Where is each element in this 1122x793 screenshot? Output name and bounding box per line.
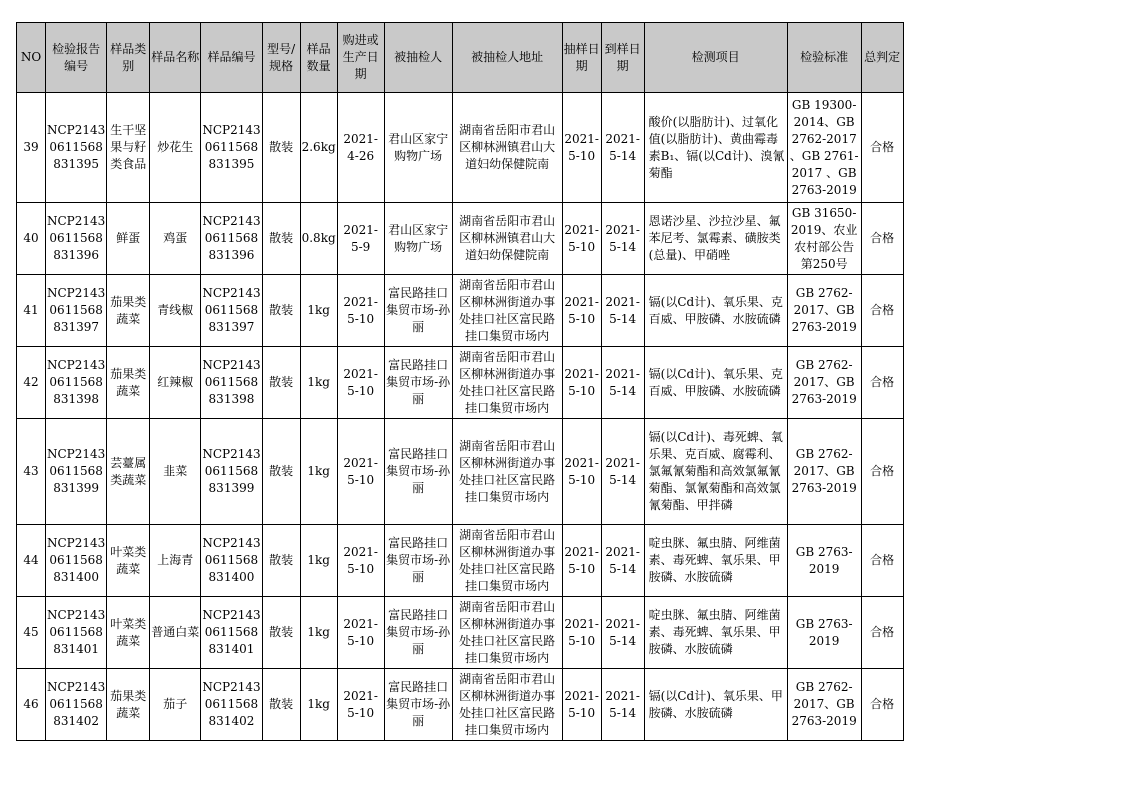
sample-category-cell: 芸薹属类蔬菜 (107, 419, 150, 525)
arrival-date-cell: 2021-5-14 (601, 597, 644, 669)
verdict-cell: 合格 (861, 275, 903, 347)
sample-name-cell: 红辣椒 (150, 347, 201, 419)
arrival-date-cell: 2021-5-14 (601, 347, 644, 419)
header-quantity: 样品数量 (300, 23, 337, 93)
row-no-cell: 44 (17, 525, 46, 597)
sample-name-cell: 茄子 (150, 669, 201, 741)
test-items-cell: 啶虫脒、氟虫腈、阿维菌素、毒死蜱、氧乐果、甲胺磷、水胺硫磷 (644, 597, 787, 669)
arrival-date-cell: 2021-5-14 (601, 669, 644, 741)
header-test-items: 检测项目 (644, 23, 787, 93)
sample-name-cell: 上海青 (150, 525, 201, 597)
sample-name-cell: 韭菜 (150, 419, 201, 525)
spec-cell: 散装 (262, 93, 300, 203)
header-verdict: 总判定 (861, 23, 903, 93)
sampled-address-cell: 湖南省岳阳市君山区柳林洲街道办事处挂口社区富民路挂口集贸市场内 (452, 347, 562, 419)
header-sample-category: 样品类别 (107, 23, 150, 93)
quantity-cell: 1kg (300, 597, 337, 669)
sampled-address-cell: 湖南省岳阳市君山区柳林洲镇君山大道妇幼保健院南 (452, 203, 562, 275)
quantity-cell: 1kg (300, 669, 337, 741)
table-row (17, 275, 904, 347)
sampled-address-cell: 湖南省岳阳市君山区柳林洲镇君山大道妇幼保健院南 (452, 93, 562, 203)
sampled-party-cell: 君山区家宁购物广场 (384, 203, 452, 275)
header-sampling-date: 抽样日期 (562, 23, 601, 93)
sample-name-cell: 普通白菜 (150, 597, 201, 669)
verdict-cell: 合格 (861, 419, 903, 525)
sample-name-cell: 炒花生 (150, 93, 201, 203)
production-date-cell: 2021-5-10 (337, 597, 384, 669)
sampled-party-cell: 富民路挂口集贸市场-孙丽 (384, 275, 452, 347)
sampled-address-cell: 湖南省岳阳市君山区柳林洲街道办事处挂口社区富民路挂口集贸市场内 (452, 597, 562, 669)
header-production-date: 购进或生产日期 (337, 23, 384, 93)
production-date-cell: 2021-5-10 (337, 525, 384, 597)
header-sample-name: 样品名称 (150, 23, 201, 93)
sampled-party-cell: 富民路挂口集贸市场-孙丽 (384, 419, 452, 525)
sample-category-cell: 茄果类蔬菜 (107, 669, 150, 741)
verdict-cell: 合格 (861, 93, 903, 203)
sample-number-cell: NCP2143 0611568 831402 (201, 669, 262, 741)
report-number-cell: NCP2143 0611568 831395 (46, 93, 107, 203)
arrival-date-cell: 2021-5-14 (601, 203, 644, 275)
table-row (17, 597, 904, 669)
sampling-date-cell: 2021-5-10 (562, 93, 601, 203)
standard-cell: GB 2762-2017、GB 2763-2019 (787, 275, 861, 347)
row-no-cell: 41 (17, 275, 46, 347)
sampling-date-cell: 2021-5-10 (562, 597, 601, 669)
sampling-date-cell: 2021-5-10 (562, 419, 601, 525)
quantity-cell: 1kg (300, 275, 337, 347)
production-date-cell: 2021-5-10 (337, 275, 384, 347)
production-date-cell: 2021-5-9 (337, 203, 384, 275)
report-number-cell: NCP2143 0611568 831402 (46, 669, 107, 741)
test-items-cell: 镉(以Cd计)、氧乐果、克百威、甲胺磷、水胺硫磷 (644, 347, 787, 419)
sample-number-cell: NCP2143 0611568 831397 (201, 275, 262, 347)
test-items-cell: 镉(以Cd计)、氧乐果、甲胺磷、水胺硫磷 (644, 669, 787, 741)
quantity-cell: 1kg (300, 525, 337, 597)
sample-number-cell: NCP2143 0611568 831401 (201, 597, 262, 669)
spec-cell: 散装 (262, 597, 300, 669)
header-sampled-address: 被抽检人地址 (452, 23, 562, 93)
spec-cell: 散装 (262, 419, 300, 525)
test-items-cell: 恩诺沙星、沙拉沙星、氟苯尼考、氯霉素、磺胺类 (总量)、甲硝唑 (644, 203, 787, 275)
row-no-cell: 40 (17, 203, 46, 275)
production-date-cell: 2021-5-10 (337, 419, 384, 525)
standard-cell: GB 31650-2019、农业农村部公告第250号 (787, 203, 861, 275)
production-date-cell: 2021-4-26 (337, 93, 384, 203)
table-row (17, 347, 904, 419)
spec-cell: 散装 (262, 669, 300, 741)
sampling-date-cell: 2021-5-10 (562, 203, 601, 275)
report-number-cell: NCP2143 0611568 831400 (46, 525, 107, 597)
sample-category-cell: 茄果类蔬菜 (107, 275, 150, 347)
sampled-party-cell: 富民路挂口集贸市场-孙丽 (384, 669, 452, 741)
quantity-cell: 2.6kg (300, 93, 337, 203)
report-number-cell: NCP2143 0611568 831398 (46, 347, 107, 419)
sample-number-cell: NCP2143 0611568 831395 (201, 93, 262, 203)
sample-category-cell: 鲜蛋 (107, 203, 150, 275)
row-no-cell: 45 (17, 597, 46, 669)
sampled-party-cell: 富民路挂口集贸市场-孙丽 (384, 525, 452, 597)
verdict-cell: 合格 (861, 597, 903, 669)
arrival-date-cell: 2021-5-14 (601, 525, 644, 597)
sampling-date-cell: 2021-5-10 (562, 347, 601, 419)
header-sampled-party: 被抽检人 (384, 23, 452, 93)
sampled-address-cell: 湖南省岳阳市君山区柳林洲街道办事处挂口社区富民路挂口集贸市场内 (452, 419, 562, 525)
test-items-cell: 镉(以Cd计)、毒死蜱、氧乐果、克百威、腐霉利、氯氟氰菊酯和高效氯氟氰菊酯、氯氰菊酯和高效氯氰菊酯、甲拌磷 (644, 419, 787, 525)
verdict-cell: 合格 (861, 203, 903, 275)
test-items-cell: 啶虫脒、氟虫腈、阿维菌素、毒死蜱、氧乐果、甲胺磷、水胺硫磷 (644, 525, 787, 597)
quantity-cell: 1kg (300, 419, 337, 525)
sampling-date-cell: 2021-5-10 (562, 669, 601, 741)
row-no-cell: 46 (17, 669, 46, 741)
sample-number-cell: NCP2143 0611568 831399 (201, 419, 262, 525)
standard-cell: GB 2763-2019 (787, 525, 861, 597)
report-number-cell: NCP2143 0611568 831396 (46, 203, 107, 275)
header-report-number: 检验报告编号 (46, 23, 107, 93)
verdict-cell: 合格 (861, 525, 903, 597)
sample-name-cell: 青线椒 (150, 275, 201, 347)
sampled-party-cell: 君山区家宁购物广场 (384, 93, 452, 203)
production-date-cell: 2021-5-10 (337, 669, 384, 741)
header-sample-number: 样品编号 (201, 23, 262, 93)
sample-category-cell: 叶菜类蔬菜 (107, 525, 150, 597)
test-items-cell: 镉(以Cd计)、氧乐果、克百威、甲胺磷、水胺硫磷 (644, 275, 787, 347)
verdict-cell: 合格 (861, 669, 903, 741)
verdict-cell: 合格 (861, 347, 903, 419)
sample-number-cell: NCP2143 0611568 831398 (201, 347, 262, 419)
report-number-cell: NCP2143 0611568 831399 (46, 419, 107, 525)
production-date-cell: 2021-5-10 (337, 347, 384, 419)
table-row (17, 525, 904, 597)
header-arrival-date: 到样日期 (601, 23, 644, 93)
inspection-results-table (16, 22, 904, 741)
row-no-cell: 43 (17, 419, 46, 525)
table-row (17, 203, 904, 275)
quantity-cell: 0.8kg (300, 203, 337, 275)
spec-cell: 散装 (262, 347, 300, 419)
standard-cell: GB 2762-2017、GB 2763-2019 (787, 419, 861, 525)
quantity-cell: 1kg (300, 347, 337, 419)
table-row (17, 93, 904, 203)
sampled-party-cell: 富民路挂口集贸市场-孙丽 (384, 347, 452, 419)
report-number-cell: NCP2143 0611568 831401 (46, 597, 107, 669)
standard-cell: GB 19300-2014、GB 2762-2017 、GB 2761-2017 、GB 2763-2019 (787, 93, 861, 203)
standard-cell: GB 2762-2017、GB 2763-2019 (787, 669, 861, 741)
spec-cell: 散装 (262, 275, 300, 347)
standard-cell: GB 2762-2017、GB 2763-2019 (787, 347, 861, 419)
sampling-date-cell: 2021-5-10 (562, 275, 601, 347)
sampled-address-cell: 湖南省岳阳市君山区柳林洲街道办事处挂口社区富民路挂口集贸市场内 (452, 669, 562, 741)
arrival-date-cell: 2021-5-14 (601, 275, 644, 347)
test-items-cell: 酸价(以脂肪计)、过氧化值(以脂肪计)、黄曲霉毒素B₁、镉(以Cd计)、溴氰菊酯 (644, 93, 787, 203)
header-spec: 型号/规格 (262, 23, 300, 93)
table-row (17, 669, 904, 741)
sampled-party-cell: 富民路挂口集贸市场-孙丽 (384, 597, 452, 669)
report-number-cell: NCP2143 0611568 831397 (46, 275, 107, 347)
row-no-cell: 39 (17, 93, 46, 203)
header-no: NO (17, 23, 46, 93)
sample-category-cell: 叶菜类蔬菜 (107, 597, 150, 669)
sample-number-cell: NCP2143 0611568 831396 (201, 203, 262, 275)
sample-category-cell: 生干坚果与籽类食品 (107, 93, 150, 203)
row-no-cell: 42 (17, 347, 46, 419)
spec-cell: 散装 (262, 203, 300, 275)
standard-cell: GB 2763-2019 (787, 597, 861, 669)
arrival-date-cell: 2021-5-14 (601, 419, 644, 525)
sampled-address-cell: 湖南省岳阳市君山区柳林洲街道办事处挂口社区富民路挂口集贸市场内 (452, 275, 562, 347)
header-row (17, 23, 904, 93)
header-standard: 检验标准 (787, 23, 861, 93)
table-row (17, 419, 904, 525)
sample-name-cell: 鸡蛋 (150, 203, 201, 275)
arrival-date-cell: 2021-5-14 (601, 93, 644, 203)
sampled-address-cell: 湖南省岳阳市君山区柳林洲街道办事处挂口社区富民路挂口集贸市场内 (452, 525, 562, 597)
spec-cell: 散装 (262, 525, 300, 597)
sample-number-cell: NCP2143 0611568 831400 (201, 525, 262, 597)
sampling-date-cell: 2021-5-10 (562, 525, 601, 597)
sample-category-cell: 茄果类蔬菜 (107, 347, 150, 419)
